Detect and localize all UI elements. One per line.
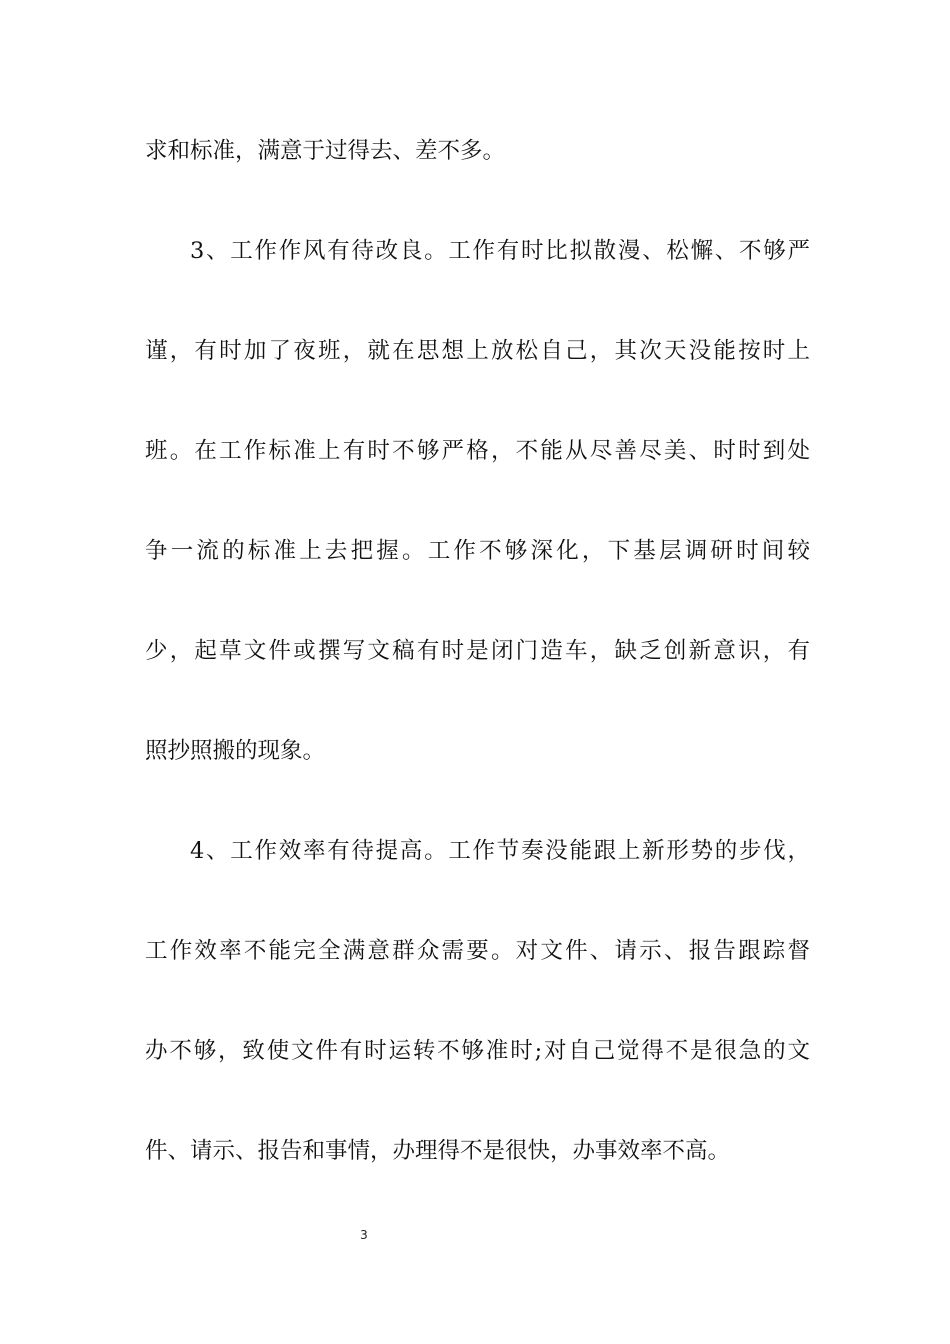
text-line-2: 3、工作作风有待改良。工作有时比拟散漫、松懈、不够严 [190,238,810,264]
text-line-6: 少，起草文件或撰写文稿有时是闭门造车，缺乏创新意识，有 [145,638,810,664]
text-line-10: 办不够，致使文件有时运转不够准时;对自己觉得不是很急的文 [145,1038,810,1064]
text-line-4: 班。在工作标准上有时不够严格，不能从尽善尽美、时时到处 [145,438,810,464]
text-line-1: 求和标准，满意于过得去、差不多。 [145,138,506,164]
text-line-11: 件、请示、报告和事情，办理得不是很快，办事效率不高。 [145,1138,731,1164]
text-line-5: 争一流的标准上去把握。工作不够深化，下基层调研时间较 [145,538,810,564]
page-number: 3 [360,1228,368,1242]
text-line-9: 工作效率不能完全满意群众需要。对文件、请示、报告跟踪督 [145,938,810,964]
text-line-7: 照抄照搬的现象。 [145,738,326,764]
text-line-3: 谨，有时加了夜班，就在思想上放松自己，其次天没能按时上 [145,338,810,364]
text-line-8: 4、工作效率有待提高。工作节奏没能跟上新形势的步伐， [190,838,810,864]
